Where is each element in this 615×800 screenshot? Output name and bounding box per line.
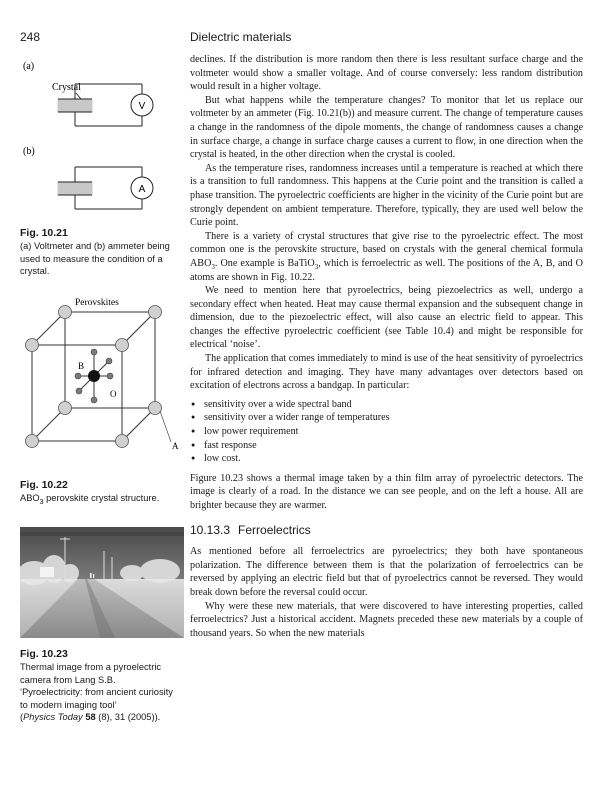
list-item: ● sensitivity over a wide spectral band <box>204 398 583 412</box>
fig-10-23-caption: Thermal image from a pyroelectric camera from Lang S.B. ‘Pyroelectricity: from ancient curiosity to modern imaging tool’ (Physics Today 58 (8), 31 (2005)). <box>20 662 173 722</box>
fig-10-22-diagram <box>12 285 187 465</box>
section-number: 10.13.3 <box>190 522 231 537</box>
paragraph-9: Why were these new materials, that were discovered to have interesting properties, called ferroelectrics? Just a historical accident. Magnets preceded these new materials by a couple of thousand years. So when the new materials <box>190 600 583 639</box>
paragraph-8: As mentioned before all ferroelectrics are pyroelectrics; they both have spontaneous polarization. The difference between them is that the polarization of ferroelectrics can be reversed by applying an electric field but that of pyroelectrics cannot be reversed. They would break down before the reversal could occur. <box>190 546 583 598</box>
fig-10-22-caption-block <box>20 479 180 505</box>
panel-b-label: (b) <box>23 146 35 157</box>
advantages-list <box>190 398 583 466</box>
page-number: 248 <box>20 30 41 44</box>
atom-o-label: O <box>110 389 117 399</box>
paragraph-1: declines. If the distribution is more random then there is less resultant surface charge and the voltmeter would show a smaller voltage. And of course conversely: less random distribution would result in a higher voltage. <box>190 54 583 93</box>
perovskites-title: Perovskites <box>75 298 119 308</box>
crystal-block-b <box>58 182 92 195</box>
list-item: ● fast response <box>204 439 583 453</box>
fig-10-22-caption: $ABO_3$ perovskite crystal structure. <box>20 493 160 506</box>
crystal-block-a <box>58 99 92 112</box>
list-item: ● low cost. <box>204 452 583 466</box>
paragraph-2: But what happens while the temperature changes? To monitor that let us replace our voltmeter by an ammeter (Fig. 10.21(b)) and measure current. The change of temperature causes a change in the randomness of the dipole moments, the change of randomness causes a change in surface charge, a change in surface charge causes a current to flow, in one direction when the crystal is heated, in the other direction when the crystal is cooled. <box>190 94 583 161</box>
voltmeter-symbol: V <box>138 101 146 112</box>
list-item: ● low power requirement <box>204 425 583 439</box>
paragraph-4: There is a variety of crystal structures that give rise to the pyroelectric effect. The most common one is the perovskite structure, based on crystals with the general chemical formula $ABO_3$. One example is BaTiO$_3$, which is ferroelectric as well. The positions of the A, B, and O atoms are shown in Fig. 10.22. <box>190 230 583 283</box>
thermal-road-drawing <box>20 527 184 638</box>
ammeter-symbol: A <box>138 184 146 195</box>
panel-a-label: (a) <box>23 61 35 72</box>
section-heading <box>190 524 583 538</box>
crystal-label: Crystal <box>52 82 81 93</box>
atom-a-label: A <box>172 441 179 451</box>
fig-10-23-caption-block <box>20 648 180 724</box>
fig-10-21-diagram <box>20 55 185 220</box>
body-text <box>190 53 583 640</box>
thermal-road-image <box>20 527 184 638</box>
fig-10-21-caption-block <box>20 227 180 278</box>
atom-b-label: B <box>78 361 85 371</box>
list-item: ● sensitivity over a wider range of temperatures <box>204 411 583 425</box>
b-atom <box>88 370 100 382</box>
paragraph-3: As the temperature rises, randomness increases until a temperature is reached at which there is a transition to full randomness. This happens at the Curie point and the transition is called a phase transition. The pyroelectric coefficients are higher in the vicinity of the Curie point but are strongly dependent on ambient temperature. Therefore, typically, they are used well below the Curie point. <box>190 162 583 229</box>
fig-10-22-label: Fig. 10.22 <box>20 479 68 491</box>
paragraph-6: The application that comes immediately to mind is use of the heat sensitivity of pyroelectrics for infrared detection and imaging. They have many advantages over detectors based on excitation of electrons across a bandgap. In particular: <box>190 353 583 392</box>
section-title: Ferroelectrics <box>238 522 311 537</box>
fig-10-21-label: Fig. 10.21 <box>20 227 68 239</box>
paragraph-7: Figure 10.23 shows a thermal image taken by a thin film array of pyroelectric detectors. The image is clearly of a road. In the distance we can see people, and on the left a house. All are brighter because they are warmer. <box>190 472 583 511</box>
paragraph-5: We need to mention here that pyroelectrics, being piezoelectrics as well, undergo a secondary effect when heated. Heat may cause thermal expansion and the subsequent change in dimension, due to the piezoelectric effect, will also cause an electric field to appear. This changes the effective pyroelectric coefficient (see Table 10.4) and might be responsible for electrical ‘noise’. <box>190 285 583 351</box>
atom-a-pointer <box>160 411 171 442</box>
running-title: Dielectric materials <box>190 30 292 44</box>
fig-10-23-label: Fig. 10.23 <box>20 648 68 660</box>
fig-10-21-caption: (a) Voltmeter and (b) ammeter being used to measure the condition of a crystal. <box>20 241 170 276</box>
